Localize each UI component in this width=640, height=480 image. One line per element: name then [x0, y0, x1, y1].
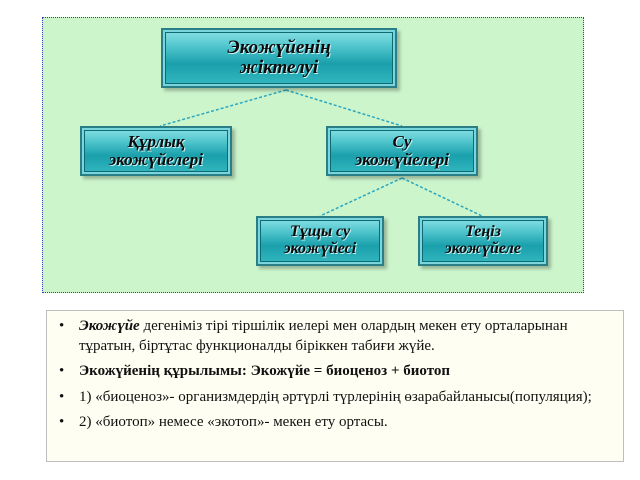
node-label: Теңіз экожүйеле [445, 223, 521, 257]
definition-list [57, 317, 613, 433]
node-water-ecosystems [326, 126, 478, 176]
node-label: Экожүйенің жіктелуі [227, 37, 331, 78]
list-item [57, 362, 613, 382]
node-sea-ecosystem [418, 216, 548, 266]
structure-label: Экожүйенің құрылымы: [79, 363, 247, 379]
node-label: Су экожүйелері [355, 132, 449, 169]
list-item [57, 413, 613, 433]
structure-formula: Экожүйе = биоценоз + биотоп [246, 363, 451, 379]
node-land-ecosystems [80, 126, 232, 176]
biotope-definition: 2) «биотоп» немесе «экотоп»- мекен ету ортасы. [79, 414, 388, 430]
bullet-icon: • [59, 363, 65, 379]
biocenosis-definition: 1) «биоценоз»- организмдердің әртүрлі түрлерінің өзарабайланысы(популяция); [79, 388, 592, 405]
node-ecosystem-classification [161, 28, 397, 88]
definition-text-panel [46, 310, 624, 462]
list-item [57, 388, 613, 408]
bullet-icon: • [59, 318, 65, 334]
node-label: Құрлық экожүйелері [109, 132, 203, 169]
ecosystem-term: Экожүйе [79, 318, 140, 334]
node-freshwater-ecosystem [256, 216, 384, 266]
list-item [57, 317, 613, 356]
bullet-icon: • [59, 388, 65, 405]
ecosystem-definition: дегеніміз тірі тіршілік иелері мен олардың мекен ету орталарынан тұратын, біртұтас функционалды біріккен табиғи жүйе. [79, 318, 568, 354]
bullet-icon: • [59, 414, 65, 430]
node-label: Тұщы су экожүйесі [283, 223, 357, 257]
